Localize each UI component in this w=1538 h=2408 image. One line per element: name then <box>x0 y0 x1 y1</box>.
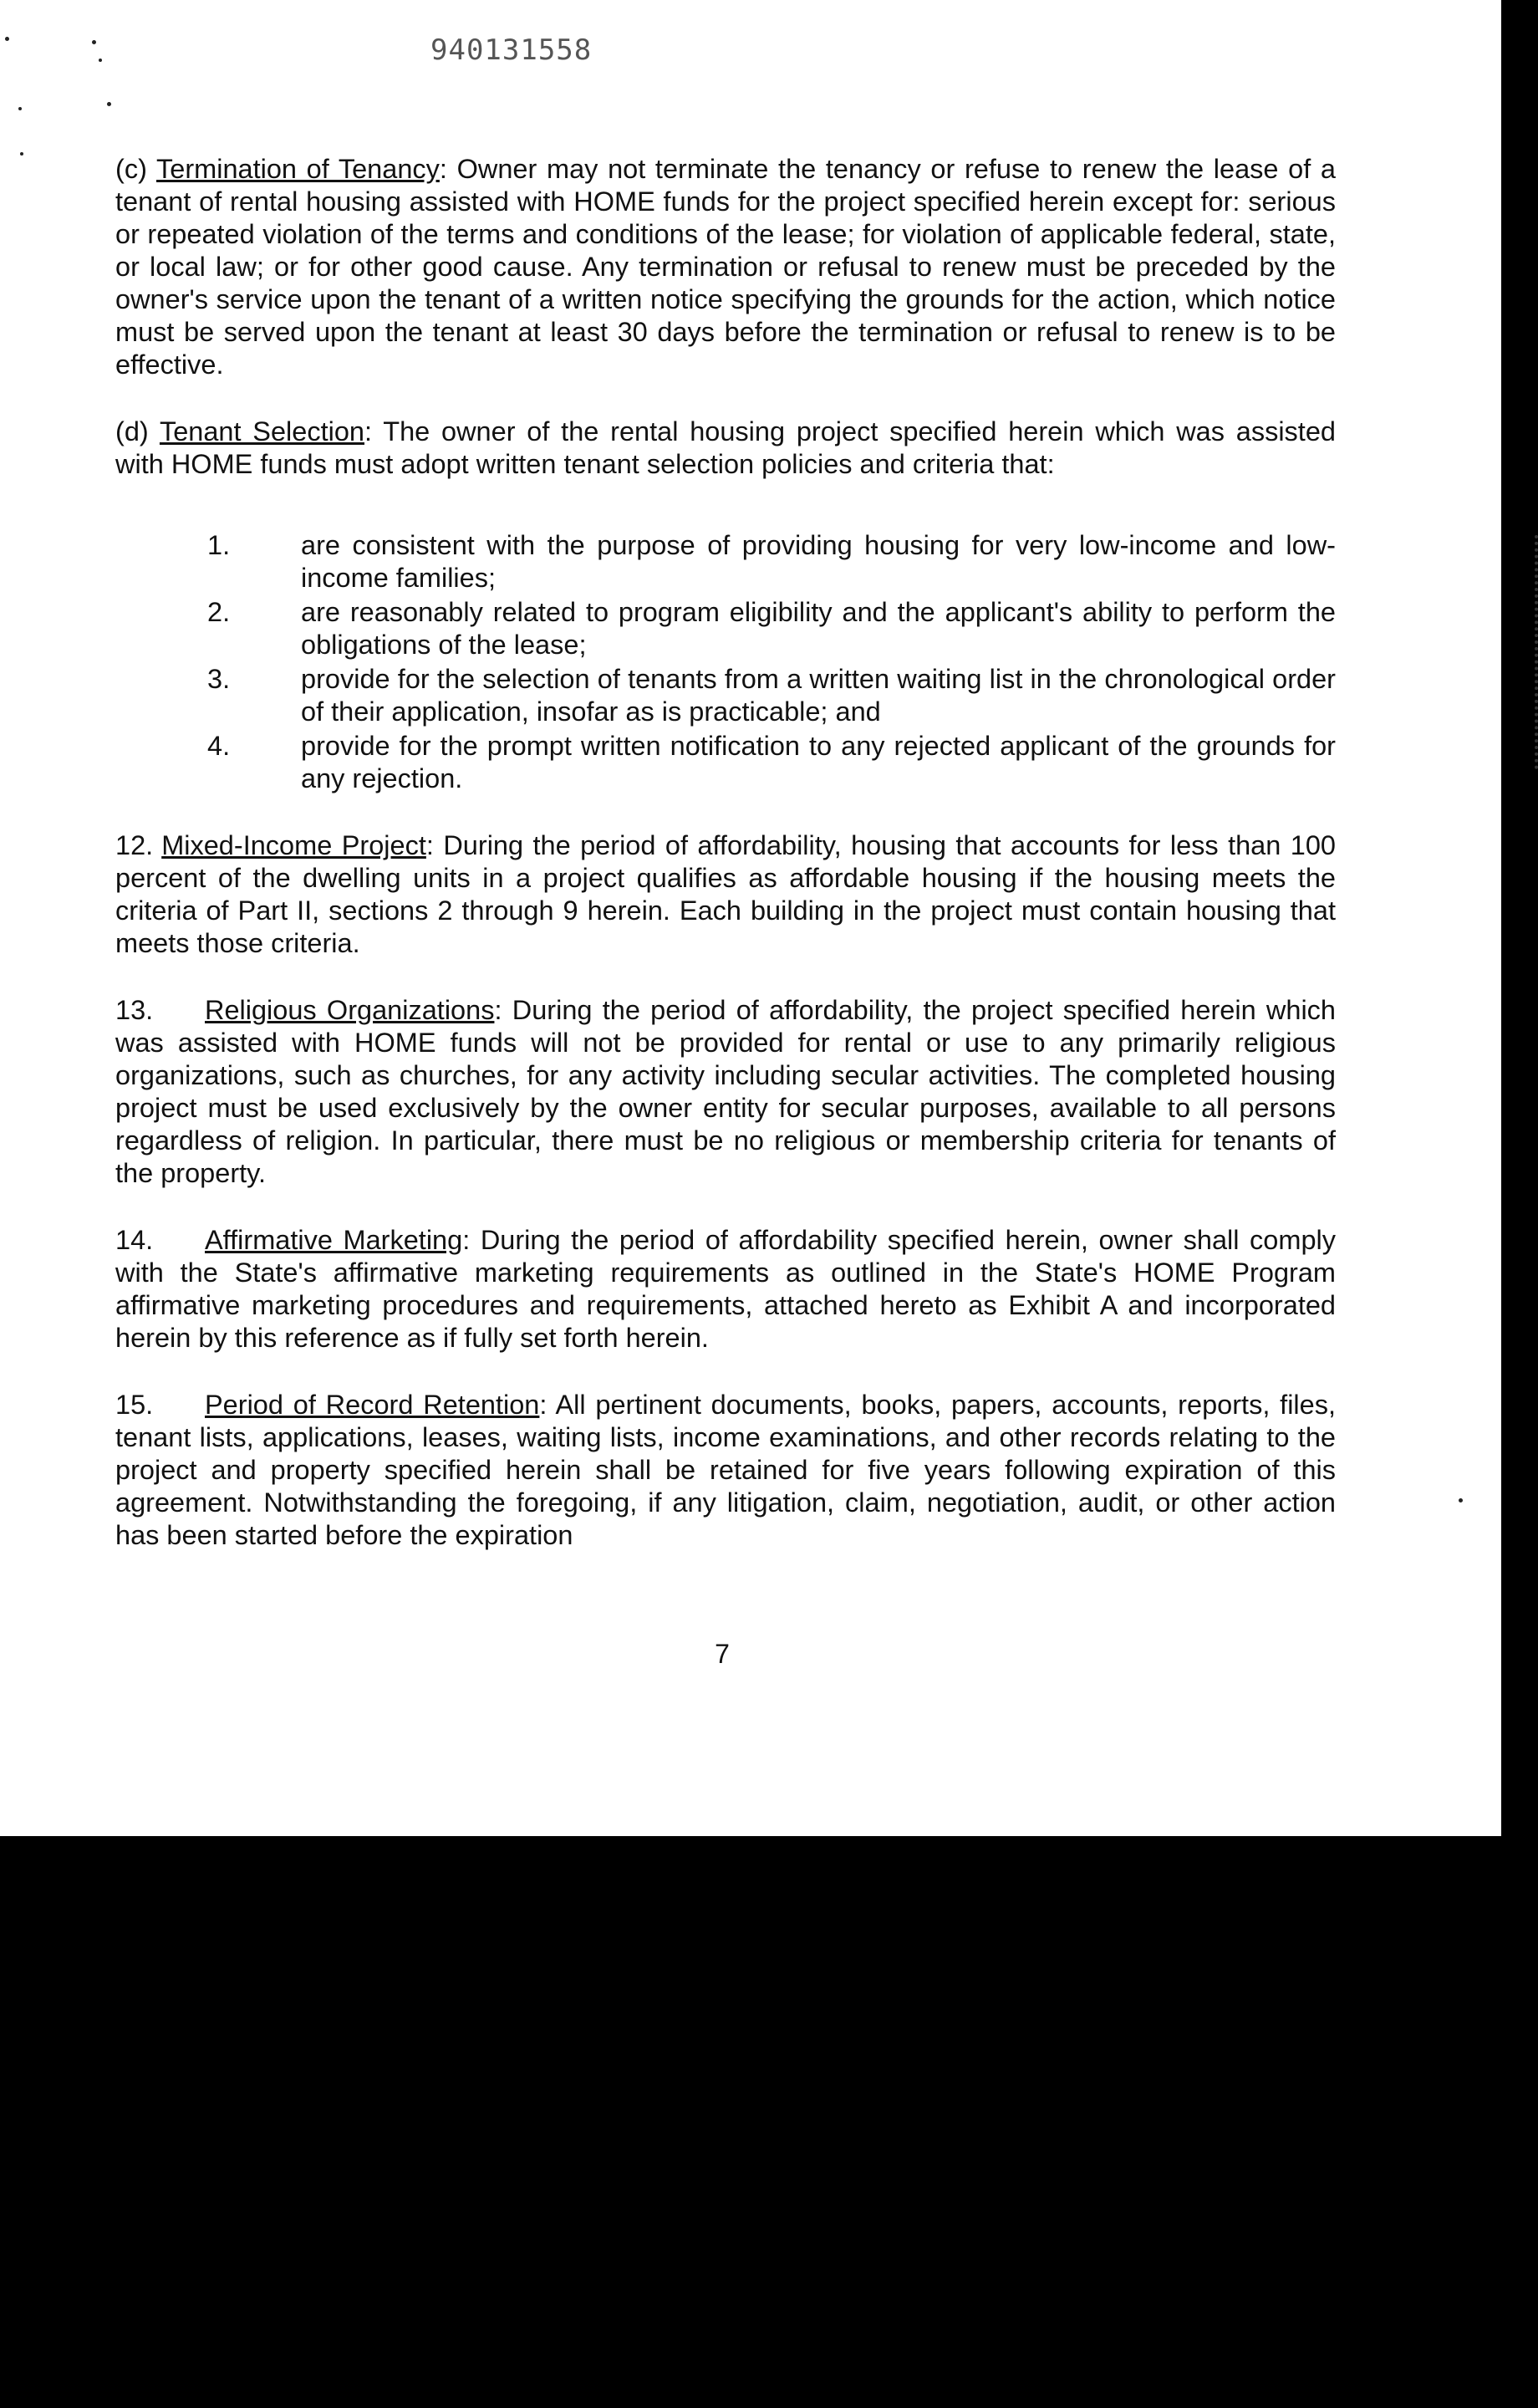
paragraph-period-of-record-retention <box>115 1389 1336 1552</box>
paragraph-text: : Owner may not terminate the tenancy or refuse to renew the lease of a tenant of rental housing assisted with HOME funds for the project specified herein except for: serious or repeated violation of the terms and conditions of the lease; for violation of applicable federal, state, or local law; or for other good cause. Any termination or refusal to renew must be preceded by the owner's service upon the tenant of a written notice specifying the grounds for the action, which notice must be served upon the tenant at least 30 days before the termination or refusal to renew is to be effective. <box>115 154 1336 380</box>
scan-speck <box>107 102 111 106</box>
paragraph-heading: Period of Record Retention <box>205 1390 540 1420</box>
paragraph-text: : All pertinent documents, books, papers, accounts, reports, files, tenant lists, applications, leases, waiting lists, income examinations, and other records relating to the project and property specified herein shall be retained for five years following expiration of this agreement. Notwithstanding the foregoing, if any litigation, claim, negotiation, audit, or other action has been started before the expiration <box>115 1390 1336 1550</box>
scan-speck <box>18 107 22 110</box>
scan-speck <box>5 37 9 41</box>
scan-speck <box>99 59 102 62</box>
list-item-number: 1. <box>207 530 231 560</box>
paragraph-mixed-income-project <box>115 829 1336 960</box>
paragraph-label: 14. <box>115 1225 154 1255</box>
list-item <box>115 663 1336 728</box>
list-item <box>115 596 1336 661</box>
page-number: 7 <box>715 1639 730 1669</box>
paragraph-religious-organizations <box>115 994 1336 1190</box>
paragraph-heading: Religious Organizations <box>205 995 495 1025</box>
list-item <box>115 730 1336 795</box>
scan-speck <box>20 152 23 156</box>
list-item <box>115 529 1336 594</box>
document-body <box>115 153 1336 1552</box>
document-id: 940131558 <box>430 33 593 67</box>
paragraph-tenant-selection <box>115 416 1336 481</box>
paragraph-text: : During the period of affordability specified herein, owner shall comply with the State's affirmative marketing requirements as outlined in the State's HOME Program affirmative marketing procedures and requirements, attached hereto as Exhibit A and incorporated herein by this reference as if fully set forth herein. <box>115 1225 1337 1353</box>
paragraph-heading: Affirmative Marketing <box>205 1225 463 1255</box>
list-item-text: provide for the selection of tenants from a written waiting list in the chronological order of their application, insofar as is practicable; and <box>301 664 1336 727</box>
list-item-text: provide for the prompt written notification to any rejected applicant of the grounds for any rejection. <box>301 731 1336 793</box>
tenant-selection-criteria-list <box>115 529 1336 795</box>
paragraph-label: (d) <box>115 416 149 446</box>
list-item-text: are reasonably related to program eligibility and the applicant's ability to perform the obligations of the lease; <box>301 597 1336 660</box>
paragraph-label: 13. <box>115 995 154 1025</box>
paragraph-text: : During the period of affordability, the project specified herein which was assisted with HOME funds will not be provided for rental or use to any primarily religious organizations, such as churches, for any activity including secular activities. The completed housing project must be used exclusively by the owner entity for secular purposes, available to all persons regardless of religion. In particular, there must be no religious or membership criteria for tenants of the property. <box>115 995 1336 1188</box>
paragraph-heading: Tenant Selection <box>159 416 364 446</box>
paragraph-label: 12. <box>115 830 154 860</box>
paragraph-heading: Mixed-Income Project <box>161 830 426 860</box>
paragraph-label: (c) <box>115 154 147 184</box>
paragraph-affirmative-marketing <box>115 1224 1336 1354</box>
scan-edge-noise <box>1530 535 1538 769</box>
paragraph-text: : During the period of affordability, housing that accounts for less than 100 percent of the dwelling units in a project qualifies as affordable housing if the housing meets the criteria of Part II, sections 2 through 9 herein. Each building in the project must contain housing that meets those criteria. <box>115 830 1336 958</box>
paragraph-heading: Termination of Tenancy <box>156 154 440 184</box>
scan-speck <box>1459 1498 1463 1502</box>
paragraph-termination-of-tenancy <box>115 153 1336 381</box>
scan-speck <box>92 40 96 44</box>
list-item-number: 3. <box>207 664 231 694</box>
paragraph-text: : The owner of the rental housing project specified herein which was assisted with HOME funds must adopt written tenant selection policies and criteria that: <box>115 416 1336 479</box>
list-item-number: 2. <box>207 597 231 627</box>
paragraph-label: 15. <box>115 1390 154 1420</box>
list-item-text: are consistent with the purpose of providing housing for very low-income and low-income families; <box>301 530 1336 593</box>
list-item-number: 4. <box>207 731 231 761</box>
